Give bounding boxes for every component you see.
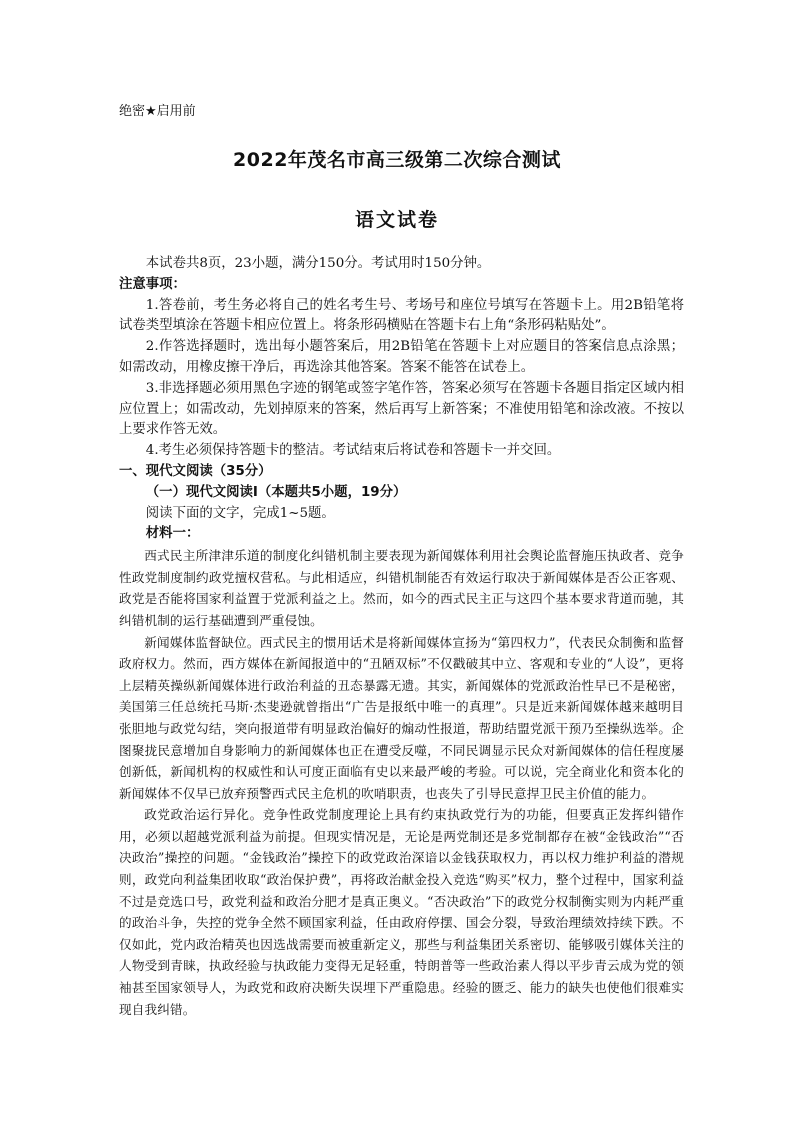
passage xyxy=(119,545,684,1020)
passage-paragraph-1: 西式民主所津津乐道的制度化纠错机制主要表现为新闻媒体利用社会舆论监督施压执政者、竞争性政党制度制约政党擅权营私。与此相适应，纠错机制能否有效运行取决于新闻媒体是否公正客观、政党是否能将国家利益置于党派利益之上。然而，如今的西式民主正与这四个基本要求背道而驰，其纠错机制的运行基础遭到严重侵蚀。 xyxy=(119,548,684,628)
material-label: 材料一： xyxy=(145,526,200,542)
reading-instruction: 阅读下面的文字，完成1~5题。 xyxy=(145,505,335,521)
notice-item-1: 1.答卷前，考生务必将自己的姓名考生号、考场号和座位号填写在答题卡上。用2B铅笔将试卷类型填涂在答题卡相应位置上。将条形码横贴在答题卡右上角“条形码粘贴处”。 xyxy=(119,297,684,334)
intro-text: 本试卷共8页，23小题，满分150分。考试用时150分钟。 xyxy=(145,256,491,271)
passage-paragraph-3: 政党政治运行异化。竞争性政党制度理论上具有约束执政党行为的功能，但要真正发挥纠错作用，必须以超越党派利益为前提。但现实情况是，无论是两党制还是多党制都存在被“金钱政治”“否决政治”操控的问题。“金钱政治”操控下的政党政治深谙以金钱获取权力，再以权力维护利益的潜规则，政党向利益集团收取“政治保护费”，再将政治献金投入竞选“购买”权力，整个过程中，国家利益不过是竞选口号，政党利益和政治分肥才是真正奥义。“否决政治”下的政党分权制衡实则为内耗严重的政治斗争，失控的党争全然不顾国家利益，任由政府停摆、国会分裂，导致治理绩效持续下跌。不仅如此，党内政治精英也因选战需要而被重新定义，那些与利益集团关系密切、能够吸引媒体关注的人物受到青睐，执政经验与执政能力变得无足轻重，特朗普等一些政治素人得以平步青云成为党的领袖甚至国家领导人，为政党和政府决断失误埋下严重隐患。经验的匮乏、能力的缺失也使他们很难实现自我纠错。 xyxy=(119,807,684,1017)
exam-content xyxy=(119,254,684,1020)
notice-heading: 注意事项： xyxy=(119,276,186,292)
passage-paragraph-2: 新闻媒体监督缺位。西式民主的惯用话术是将新闻媒体宣扬为“第四权力”，代表民众制衡和监督政府权力。然而，西方媒体在新闻报道中的“丑陋双标”不仅戳破其中立、客观和专业的“人设”，更将上层精英操纵新闻媒体进行政治利益的丑态暴露无遗。其实，新闻媒体的党派政治性早已不是秘密，美国第三任总统托马斯·杰斐逊就曾指出“广告是报纸中唯一的真理”。只是近来新闻媒体越来越明目张胆地与政党勾结，突向报道带有明显政治偏好的煽动性报道，帮助结盟党派干预乃至操纵选举。企图聚拢民意增加自身影响力的新闻媒体也正在遭受反噬，不同民调显示民众对新闻媒体的信任程度屡创新低，新闻机构的权威性和认可度正面临有史以来最严峻的考验。可以说，完全商业化和资本化的新闻媒体不仅早已放弃预警西式民主危机的吹哨职责，也丧失了引导民意捍卫民主价值的能力。 xyxy=(119,634,684,801)
page-title: 2022年茂名市高三级第二次综合测试 xyxy=(233,149,561,171)
notice-item-2: 2.作答选择题时，选出每小题答案后，用2B铅笔在答题卡上对应题目的答案信息点涂黑；如需改动，用橡皮擦干净后，再选涂其他答案。答案不能答在试卷上。 xyxy=(119,339,684,375)
section-heading: 一、现代文阅读（35分） xyxy=(119,463,272,479)
subsection-heading: （一）现代文阅读Ⅰ（本题共5小题，19分） xyxy=(145,484,407,500)
secret-label: 绝密★启用前 xyxy=(119,104,196,119)
notice-item-4: 4.考生必须保持答题卡的整洁。考试结束后将试卷和答题卡一并交回。 xyxy=(145,443,561,459)
page-subtitle: 语文试卷 xyxy=(354,209,439,231)
notice-item-3: 3.非选择题必须用黑色字迹的钢笔或签字笔作答，答案必须写在答题卡各题目指定区域内相应位置上；如需改动，先划掉原来的答案，然后再写上新答案；不准使用铅笔和涂改液。不按以上要求作答无效。 xyxy=(119,380,684,438)
